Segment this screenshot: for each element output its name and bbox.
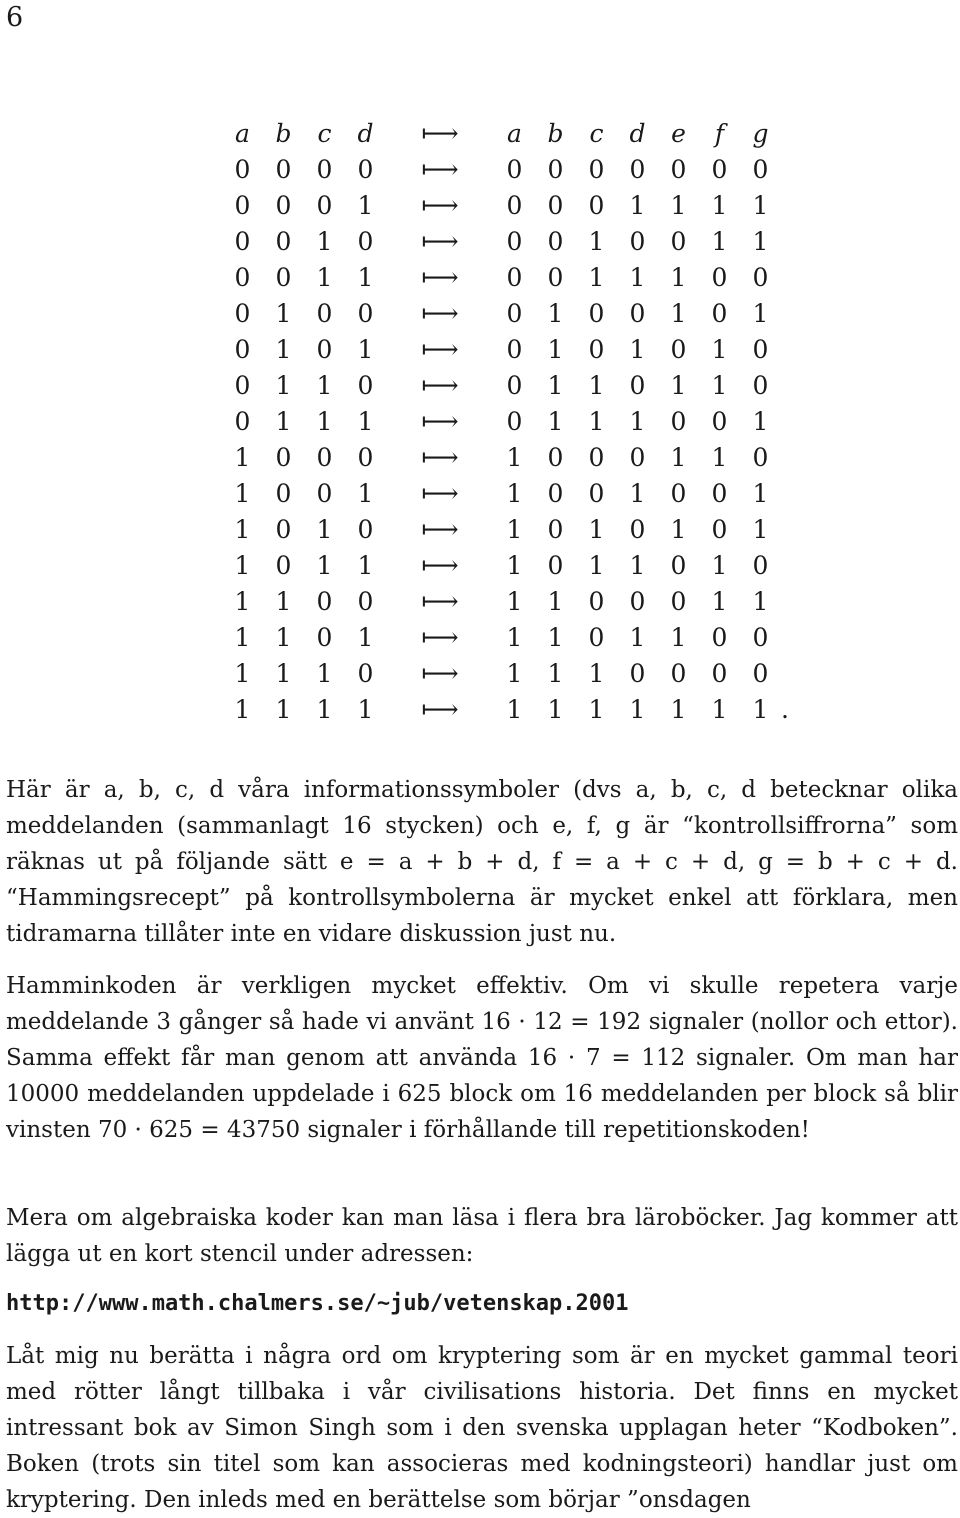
input-bit-cell: 0: [357, 155, 374, 184]
input-bit-cell: 1: [357, 551, 374, 580]
input-bit-cell: 1: [357, 191, 374, 220]
code-table-body: [222, 116, 795, 728]
input-bit-cell: 0: [275, 227, 292, 256]
codeword-bit-cell: 0: [547, 551, 564, 580]
input-bit-cell: 0: [357, 371, 374, 400]
input-bit-cell: 0: [234, 263, 251, 292]
codeword-bit-cell: 1: [547, 623, 564, 652]
table-row: [222, 224, 795, 260]
maps-to-symbol: ⟼: [421, 443, 459, 473]
input-bit-cell: 1: [275, 623, 292, 652]
codeword-bit-cell: 1: [670, 191, 687, 220]
input-bit-cell: 1: [234, 587, 251, 616]
codeword-bit-cell: 1: [547, 695, 564, 724]
codeword-bit-cell: 1: [752, 479, 769, 508]
header-cell: d: [357, 119, 374, 148]
paragraph-text: Här är a, b, c, d våra informationssymboler (dvs a, b, c, d betecknar olika meddelanden (sammanlagt 16 stycken) och e, f, g är “kontrollsiffrorna” som räknas ut på följande sätt e = a + b + d, f = a + c + d, g = b + c + d. “Hammingsrecept” på kontrollsymbolerna är mycket enkel att förklara, men tidramarna tillåter inte en vidare diskussion just nu.: [6, 777, 958, 947]
codeword-bit-cell: 1: [547, 335, 564, 364]
input-bit-cell: 0: [316, 479, 333, 508]
codeword-bit-cell: 1: [670, 695, 687, 724]
table-row: [222, 620, 795, 656]
codeword-bit-cell: 0: [670, 407, 687, 436]
codeword-bit-cell: 0: [506, 263, 523, 292]
input-bit-cell: 1: [234, 695, 251, 724]
paragraph-efficiency: [6, 968, 958, 1148]
input-bit-cell: 1: [275, 335, 292, 364]
table-row: [222, 584, 795, 620]
paragraph-text: Mera om algebraiska koder kan man läsa i flera bra läroböcker. Jag kommer att lägga ut en kort stencil under adressen:: [6, 1205, 958, 1267]
codeword-bit-cell: 1: [588, 407, 605, 436]
input-bit-cell: 1: [275, 695, 292, 724]
table-row: [222, 188, 795, 224]
codeword-bit-cell: 0: [752, 335, 769, 364]
maps-to-symbol: ⟼: [421, 479, 459, 509]
codeword-bit-cell: 1: [506, 623, 523, 652]
table-end: [781, 116, 795, 152]
codeword-bit-cell: 0: [629, 227, 646, 256]
codeword-bit-cell: 0: [547, 443, 564, 472]
codeword-bit-cell: 0: [670, 551, 687, 580]
codeword-bit-cell: 0: [588, 623, 605, 652]
codeword-bit-cell: 0: [547, 515, 564, 544]
input-bit-cell: 1: [275, 659, 292, 688]
final-period: .: [781, 695, 789, 724]
input-bit-cell: 0: [316, 443, 333, 472]
input-bit-cell: 1: [316, 407, 333, 436]
codeword-bit-cell: 1: [711, 443, 728, 472]
table-end: [781, 656, 795, 692]
input-bit-cell: 0: [234, 407, 251, 436]
table-row: [222, 656, 795, 692]
codeword-bit-cell: 1: [752, 695, 769, 724]
codeword-bit-cell: 0: [629, 443, 646, 472]
input-bit-cell: 1: [234, 515, 251, 544]
table-row: [222, 440, 795, 476]
input-bit-cell: 0: [357, 587, 374, 616]
codeword-bit-cell: 1: [588, 515, 605, 544]
codeword-bit-cell: 0: [711, 155, 728, 184]
codeword-bit-cell: 0: [711, 479, 728, 508]
codeword-bit-cell: 1: [629, 191, 646, 220]
codeword-bit-cell: 1: [506, 695, 523, 724]
codeword-bit-cell: 1: [588, 227, 605, 256]
codeword-bit-cell: 1: [752, 227, 769, 256]
input-bit-cell: 1: [357, 695, 374, 724]
codeword-bit-cell: 0: [588, 335, 605, 364]
table-row: [222, 152, 795, 188]
codeword-bit-cell: 0: [711, 299, 728, 328]
maps-to-symbol: ⟼: [421, 407, 459, 437]
codeword-bit-cell: 1: [588, 695, 605, 724]
table-header-row: [222, 116, 795, 152]
header-cell: g: [752, 119, 769, 148]
codeword-bit-cell: 0: [752, 551, 769, 580]
table-end: [781, 188, 795, 224]
input-bit-cell: 0: [316, 335, 333, 364]
codeword-bit-cell: 0: [629, 515, 646, 544]
codeword-bit-cell: 1: [588, 659, 605, 688]
codeword-bit-cell: 1: [711, 551, 728, 580]
codeword-bit-cell: 0: [670, 335, 687, 364]
codeword-bit-cell: 1: [752, 407, 769, 436]
stencil-url[interactable]: http://www.math.chalmers.se/∼jub/vetenskap.2001: [6, 1291, 629, 1316]
input-bit-cell: 1: [316, 227, 333, 256]
input-bit-cell: 0: [275, 479, 292, 508]
codeword-bit-cell: 0: [711, 515, 728, 544]
table-end: [781, 260, 795, 296]
codeword-bit-cell: 0: [711, 263, 728, 292]
codeword-bit-cell: 0: [752, 659, 769, 688]
codeword-bit-cell: 1: [670, 443, 687, 472]
codeword-bit-cell: 0: [711, 659, 728, 688]
input-bit-cell: 1: [357, 479, 374, 508]
input-bit-cell: 0: [316, 587, 333, 616]
codeword-bit-cell: 1: [629, 407, 646, 436]
maps-to-symbol: ⟼: [421, 515, 459, 545]
input-bit-cell: 0: [234, 335, 251, 364]
input-bit-cell: 0: [275, 515, 292, 544]
codeword-bit-cell: 1: [752, 191, 769, 220]
codeword-bit-cell: 1: [547, 371, 564, 400]
codeword-bit-cell: 0: [547, 227, 564, 256]
table-row: [222, 332, 795, 368]
input-bit-cell: 1: [316, 659, 333, 688]
codeword-bit-cell: 0: [629, 659, 646, 688]
input-bit-cell: 1: [275, 371, 292, 400]
input-bit-cell: 0: [234, 299, 251, 328]
maps-to-symbol: ⟼: [421, 155, 459, 185]
codeword-bit-cell: 0: [506, 299, 523, 328]
input-bit-cell: 0: [234, 155, 251, 184]
table-row: [222, 548, 795, 584]
codeword-bit-cell: 1: [588, 551, 605, 580]
page-number: 6: [6, 2, 24, 33]
header-cell: a: [507, 119, 522, 148]
codeword-bit-cell: 0: [752, 371, 769, 400]
codeword-bit-cell: 1: [629, 335, 646, 364]
input-bit-cell: 1: [275, 587, 292, 616]
input-bit-cell: 0: [234, 191, 251, 220]
table-end: [781, 440, 795, 476]
table-end: [781, 548, 795, 584]
codeword-bit-cell: 0: [506, 407, 523, 436]
codeword-bit-cell: 1: [711, 695, 728, 724]
input-bit-cell: 1: [234, 443, 251, 472]
input-bit-cell: 0: [316, 623, 333, 652]
codeword-bit-cell: 0: [588, 155, 605, 184]
table-row: [222, 260, 795, 296]
header-cell: a: [235, 119, 250, 148]
table-end: [781, 332, 795, 368]
input-bit-cell: 0: [275, 551, 292, 580]
maps-to-symbol: ⟼: [421, 587, 459, 617]
input-bit-cell: 1: [316, 551, 333, 580]
input-bit-cell: 0: [316, 299, 333, 328]
input-bit-cell: 1: [357, 623, 374, 652]
codeword-bit-cell: 0: [547, 479, 564, 508]
input-bit-cell: 1: [316, 263, 333, 292]
codeword-bit-cell: 1: [629, 623, 646, 652]
table-end: [781, 476, 795, 512]
codeword-bit-cell: 1: [752, 299, 769, 328]
codeword-bit-cell: 0: [629, 371, 646, 400]
codeword-bit-cell: 0: [506, 155, 523, 184]
input-bit-cell: 0: [357, 299, 374, 328]
input-bit-cell: 1: [357, 407, 374, 436]
codeword-bit-cell: 1: [547, 587, 564, 616]
codeword-bit-cell: 0: [711, 623, 728, 652]
url-line: [6, 1286, 958, 1322]
input-bit-cell: 0: [357, 227, 374, 256]
input-bit-cell: 0: [357, 659, 374, 688]
codeword-bit-cell: 0: [588, 443, 605, 472]
codeword-bit-cell: 1: [711, 371, 728, 400]
input-bit-cell: 1: [357, 335, 374, 364]
codeword-bit-cell: 0: [588, 191, 605, 220]
maps-to-symbol: ⟼: [421, 623, 459, 653]
paragraph-information-symbols: [6, 772, 958, 952]
codeword-bit-cell: 0: [588, 299, 605, 328]
input-bit-cell: 0: [316, 155, 333, 184]
table-row: [222, 476, 795, 512]
codeword-bit-cell: 1: [506, 443, 523, 472]
input-bit-cell: 1: [234, 479, 251, 508]
codeword-bit-cell: 1: [588, 371, 605, 400]
codeword-bit-cell: 0: [670, 659, 687, 688]
codeword-bit-cell: 0: [629, 587, 646, 616]
codeword-bit-cell: 1: [629, 695, 646, 724]
maps-to-symbol: ⟼: [421, 551, 459, 581]
table-end: [781, 620, 795, 656]
paragraph-cryptography: [6, 1338, 958, 1518]
table-end: [781, 368, 795, 404]
codeword-bit-cell: 1: [506, 515, 523, 544]
maps-to-symbol: ⟼: [421, 695, 459, 725]
table-row: [222, 692, 795, 728]
maps-to-symbol: ⟼: [421, 263, 459, 293]
table-row: [222, 404, 795, 440]
codeword-bit-cell: 1: [711, 335, 728, 364]
codeword-bit-cell: 1: [506, 659, 523, 688]
codeword-bit-cell: 1: [629, 551, 646, 580]
codeword-bit-cell: 0: [629, 299, 646, 328]
codeword-bit-cell: 1: [711, 587, 728, 616]
codeword-bit-cell: 0: [752, 623, 769, 652]
paragraph-text: Låt mig nu berätta i några ord om kryptering som är en mycket gammal teori med rötter långt tillbaka i vår civilisations historia. Det finns en mycket intressant bok av Simon Singh som i den svenska upplagan heter “Kodboken”. Boken (trots sin titel som kan associeras med kodningsteori) handlar just om kryptering. Den inleds med en berättelse som börjar ”onsdagen: [6, 1343, 958, 1513]
input-bit-cell: 1: [275, 407, 292, 436]
maps-to-symbol: ⟼: [421, 227, 459, 257]
input-bit-cell: 0: [234, 371, 251, 400]
codeword-bit-cell: 0: [506, 335, 523, 364]
input-bit-cell: 0: [275, 191, 292, 220]
hamming-code-table: [222, 116, 795, 728]
codeword-bit-cell: 0: [506, 191, 523, 220]
codeword-bit-cell: 1: [506, 479, 523, 508]
header-cell: e: [671, 119, 686, 148]
codeword-bit-cell: 1: [588, 263, 605, 292]
input-bit-cell: 1: [234, 659, 251, 688]
maps-to-symbol: ⟼: [421, 299, 459, 329]
input-bit-cell: 1: [234, 551, 251, 580]
input-bit-cell: 0: [275, 155, 292, 184]
table-row: [222, 512, 795, 548]
input-bit-cell: 1: [234, 623, 251, 652]
codeword-bit-cell: 1: [506, 587, 523, 616]
codeword-bit-cell: 0: [752, 155, 769, 184]
input-bit-cell: 1: [316, 695, 333, 724]
header-cell: b: [547, 119, 564, 148]
codeword-bit-cell: 1: [670, 623, 687, 652]
codeword-bit-cell: 1: [506, 551, 523, 580]
codeword-bit-cell: 0: [670, 479, 687, 508]
codeword-bit-cell: 0: [670, 587, 687, 616]
maps-to-symbol: ⟼: [421, 191, 459, 221]
input-bit-cell: 0: [357, 515, 374, 544]
codeword-bit-cell: 0: [588, 479, 605, 508]
codeword-bit-cell: 1: [752, 587, 769, 616]
codeword-bit-cell: 1: [629, 479, 646, 508]
input-bit-cell: 0: [234, 227, 251, 256]
codeword-bit-cell: 1: [670, 263, 687, 292]
codeword-bit-cell: 0: [506, 371, 523, 400]
codeword-bit-cell: 1: [711, 227, 728, 256]
codeword-bit-cell: 0: [588, 587, 605, 616]
header-cell: c: [317, 119, 332, 148]
codeword-bit-cell: 0: [547, 155, 564, 184]
paragraph-algebraic-codes: [6, 1200, 958, 1272]
maps-to-symbol: ⟼: [421, 119, 459, 149]
input-bit-cell: 1: [357, 263, 374, 292]
header-cell: c: [589, 119, 604, 148]
table-end: [781, 152, 795, 188]
codeword-bit-cell: 1: [711, 191, 728, 220]
codeword-bit-cell: 1: [629, 263, 646, 292]
codeword-bit-cell: 1: [670, 371, 687, 400]
codeword-bit-cell: 1: [752, 515, 769, 544]
input-bit-cell: 1: [316, 515, 333, 544]
header-cell: f: [714, 119, 725, 148]
table-end: [781, 224, 795, 260]
codeword-bit-cell: 1: [547, 299, 564, 328]
codeword-bit-cell: 1: [547, 407, 564, 436]
codeword-bit-cell: 0: [547, 263, 564, 292]
table-row: [222, 368, 795, 404]
table-end: [781, 296, 795, 332]
paragraph-text: Hamminkoden är verkligen mycket effektiv. Om vi skulle repetera varje meddelande 3 gånger så hade vi använt 16 · 12 = 192 signaler (nollor och ettor). Samma effekt får man genom att använda 16 · 7 = 112 signaler. Om man har 10000 meddelanden uppdelade i 625 block om 16 meddelanden per block så blir vinsten 70 · 625 = 43750 signaler i förhållande till repetitionskoden!: [6, 973, 958, 1143]
codeword-bit-cell: 1: [670, 515, 687, 544]
codeword-bit-cell: 1: [547, 659, 564, 688]
input-bit-cell: 1: [275, 299, 292, 328]
header-cell: b: [275, 119, 292, 148]
table-end: [781, 404, 795, 440]
codeword-bit-cell: 0: [752, 263, 769, 292]
codeword-bit-cell: 0: [670, 155, 687, 184]
codeword-bit-cell: 0: [752, 443, 769, 472]
maps-to-symbol: ⟼: [421, 335, 459, 365]
input-bit-cell: 0: [275, 263, 292, 292]
table-end: [781, 584, 795, 620]
maps-to-symbol: ⟼: [421, 659, 459, 689]
input-bit-cell: 0: [357, 443, 374, 472]
table-end: [781, 512, 795, 548]
codeword-bit-cell: 0: [506, 227, 523, 256]
codeword-bit-cell: 0: [629, 155, 646, 184]
input-bit-cell: 0: [275, 443, 292, 472]
header-cell: d: [629, 119, 646, 148]
codeword-bit-cell: 0: [670, 227, 687, 256]
codeword-bit-cell: 1: [670, 299, 687, 328]
maps-to-symbol: ⟼: [421, 371, 459, 401]
codeword-bit-cell: 0: [711, 407, 728, 436]
table-row: [222, 296, 795, 332]
input-bit-cell: 1: [316, 371, 333, 400]
codeword-bit-cell: 0: [547, 191, 564, 220]
input-bit-cell: 0: [316, 191, 333, 220]
